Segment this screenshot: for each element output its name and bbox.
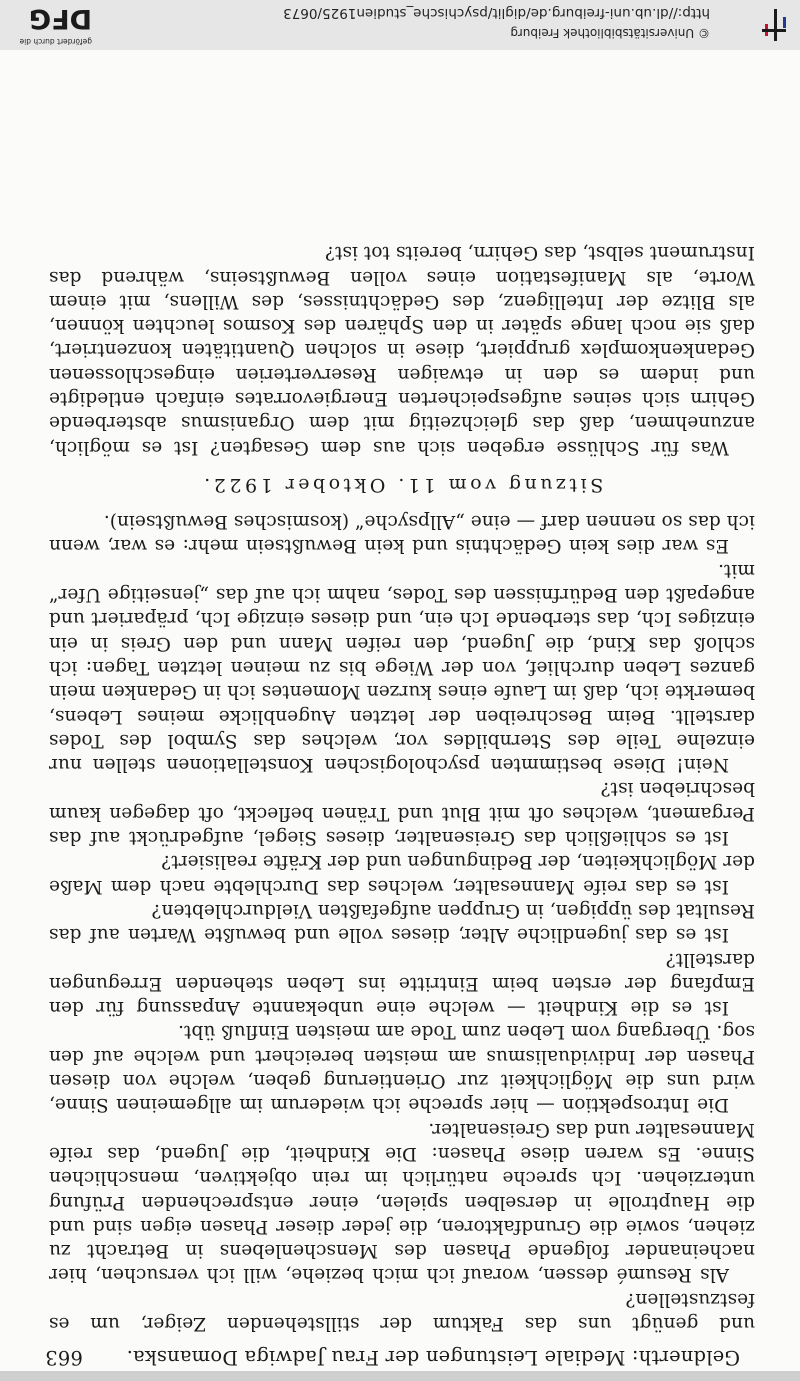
paragraph: Die Introspektion — hier spreche ich wiederum im allgemeinen Sinne, wird uns die Möglichkeit zur Orientierung geben, welche von diesen Phasen der Individualismus am meisten bereichert und welche auf den sog. Übergang vom Leben zum Tode am meisten Einfluß übt. xyxy=(49,1021,755,1116)
paragraph: und genügt uns das Faktum der stillstehenden Zeiger, um es festzustellen? xyxy=(49,1288,755,1334)
paragraph: Es war dies kein Gedächtnis und kein Bewußtsein mehr: es war, wenn ich das so nennen darf — eine „Allpsyche“ (kosmisches Bewußtsein). xyxy=(49,511,755,557)
dfg-logo xyxy=(19,3,92,46)
paragraph: Was für Schlüsse ergeben sich aus dem Gesagten? Ist es möglich, anzunehmen, daß das gleichzeitig mit dem Organismus absterbende Gehirn sich seines aufgespeicherten Energievorrates einfach entledigte und indem es den in etwaigen Reserverterien eingeschlossenen Gedankenkomplex gruppiert, diese in solchen Quantitäten konzentriert, daß sie noch lange später in den Sphären des Kosmos leuchten können, als Blitze der Intelligenz, des Gedächtnisses, des Willens, mit einem Worte, als Manifestation eines vollen Bewußtseins, während das Instrument selbst, das Gehirn, bereits tot ist? xyxy=(49,242,755,458)
paragraph: Nein! Diese bestimmten psychologischen Konstellationen stellen nur einzelne Teile des Sternbildes vor, welches das Symbol des Todes darstellt. Beim Beschreiben der letzten Augenblicke meines Lebens, bemerkte ich, daß im Laufe eines kurzen Momentes ich in Gedanken mein ganzes Leben durchlief, von der Wiege bis zu meinen letzten Tagen: ich schloß das Kind, die Jugend, den reifen Mann und den Greis in ein einziges Ich, das sterbende Ich ein, und dieses einzige Ich, präpariert und angepaßt den Bedürfnissen des Todes, nahm ich auf das „jenseitige Ufer“ mit. xyxy=(49,559,755,776)
paragraph: Als Resumé dessen, worauf ich mich beziehe, will ich versuchen, hier nacheinander folgende Phasen des Menschenlebens in Betracht zu ziehen, sowie die Grundfaktoren, die jeder dieser Phasen eigen sind und die Hauptrolle in derselben spielen, einer entsprechenden Prüfung unterziehen. Ich spreche natürlich im rein objektiven, menschlichen Sinne. Es waren diese Phasen: Die Kindheit, die Jugend, das reife Mannesalter und das Greisenalter. xyxy=(49,1118,755,1286)
body-text xyxy=(49,240,755,1335)
running-head xyxy=(45,1341,740,1369)
dfg-caption: gefördert durch die xyxy=(19,37,92,46)
copyright-text: © Universitätsbibliothek Freiburg xyxy=(510,26,710,40)
ub-freiburg-logo xyxy=(762,9,786,41)
running-head-title: Geldnerth: Mediale Leistungen der Frau Jadwiga Domanska. xyxy=(126,1346,740,1369)
source-url[interactable]: http://dl.ub.uni-freiburg.de/diglit/psychische_studien1925/0673 xyxy=(283,5,710,21)
paragraph: Ist es schließlich das Greisenalter, dieses Siegel, aufgedrückt auf das Pergament, welches oft mit Blut und Tränen befleckt, oft dagegen kaum beschrieben ist? xyxy=(49,778,755,849)
scan-edge xyxy=(0,1371,800,1381)
paragraph: Ist es die Kindheit — welche eine unbekannte Anpassung für den Empfang der ersten beim Eintritte ins Leben stehenden Erregungen darstellt? xyxy=(49,948,755,1019)
library-header-bar xyxy=(0,0,800,50)
dfg-logo-text: DFG xyxy=(28,3,92,34)
page-number: 663 xyxy=(45,1346,83,1369)
paragraph: Ist es das jugendliche Alter, dieses volle und bewußte Warten auf das Resultat des üppigen, in Gruppen aufgefaßten Vieldurchlebten? xyxy=(49,899,755,946)
library-bar-graphics xyxy=(0,0,800,50)
section-heading: Sitzung vom 11. Oktober 1922. xyxy=(200,473,604,496)
paragraph: Ist es das reife Mannesalter, welches das Durchlebte nach dem Maße der Möglichkeiten, der Bedingungen und der Kräfte realisiert? xyxy=(49,851,755,897)
